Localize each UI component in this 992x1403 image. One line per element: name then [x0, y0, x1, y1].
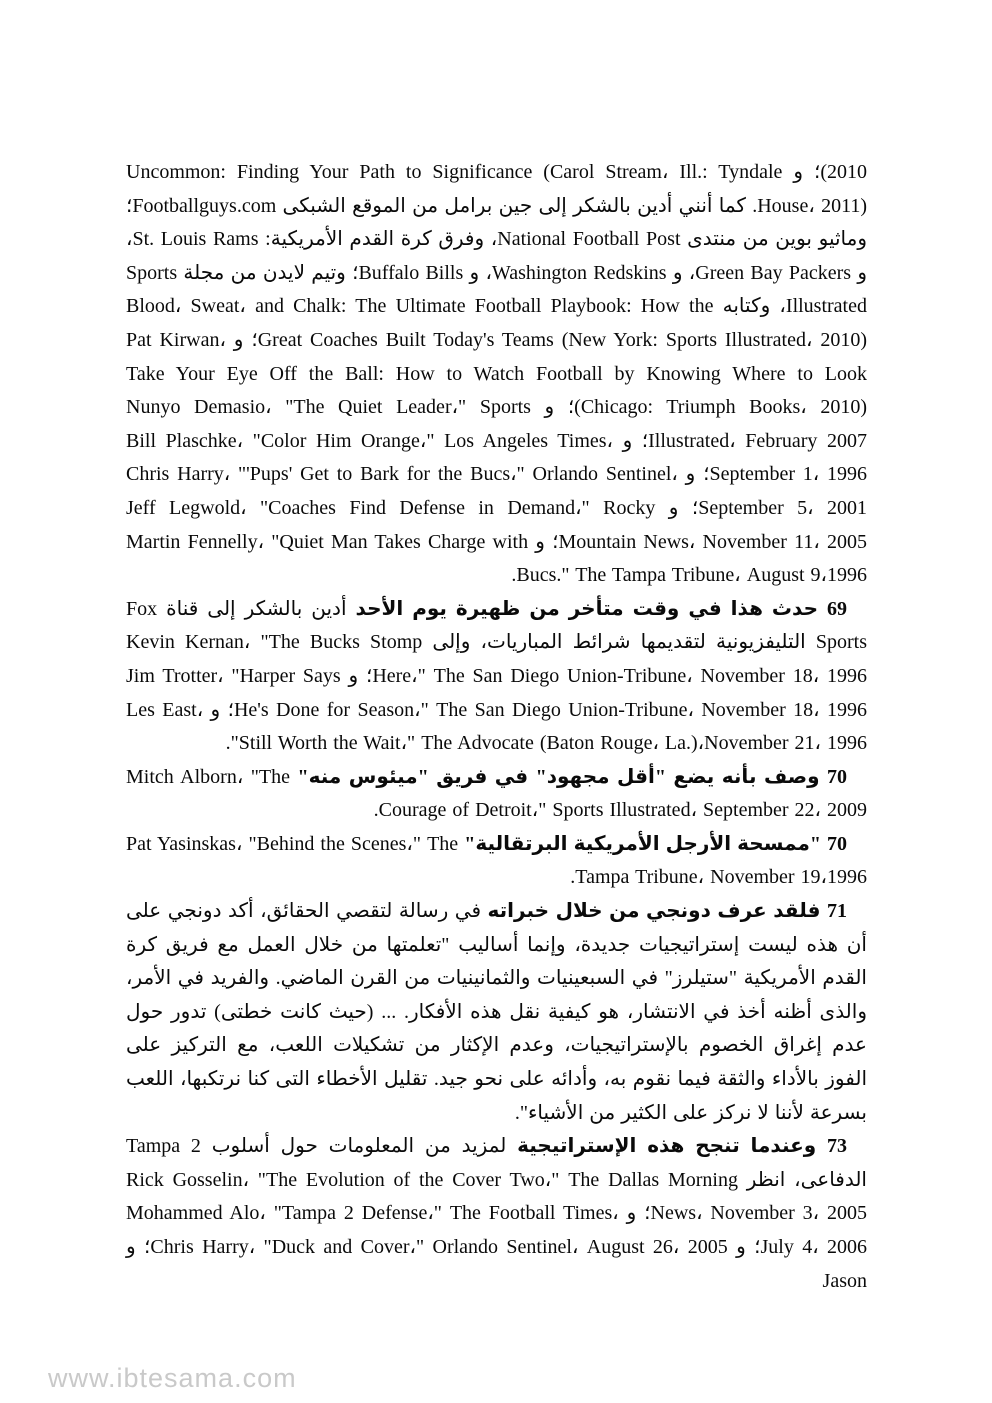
- footnote-70b: [126, 828, 867, 895]
- footnote-number: 73: [827, 1135, 847, 1158]
- footnote-number: 70: [827, 832, 847, 855]
- footnote-73: [126, 1130, 867, 1298]
- watermark: www.ibtesama.com: [48, 1363, 297, 1393]
- footnote-body: Pat Yasinskas، "Behind the Scenes،" The Tampa Tribune، November 19،1996.: [126, 832, 867, 889]
- footnote-70a: [126, 761, 867, 828]
- footnote-71: [126, 895, 867, 1130]
- footnote-lead: وصف بأنه يضع "أقل مجهود" في فريق "ميئوس منه": [297, 765, 828, 788]
- footnote-lead: وعندما تنجح هذه الإستراتيجية: [517, 1135, 827, 1158]
- footnote-number: 71: [827, 900, 847, 923]
- footnote-body: 2010)؛ و Uncommon: Finding Your Path to Significance (Carol Stream، Ill.: Tyndale House، 2011). كما أنني أدين بالشكر إلى جين برامل من الموقع الشبكى Footballguys.com؛ وماثيو بوين من منتدى National Football Post، وفرق كرة القدم الأمريكية: St. Louis Rams، و Green Bay Packers، و Washington Redskins، و Buffalo Bills؛ وتيم لايدن من مجلة Sports Illustrated، وكتابه Blood، Sweat، and Chalk: The Ultimate Football Playbook: How the Great Coaches Built Today's Teams (New York: Sports Illustrated، 2010)؛ و Pat Kirwan، Take Your Eye Off the Ball: How to Watch Football by Knowing Where to Look (Chicago: Triumph Books، 2010)؛ و Nunyo Demasio، "The Quiet Leader،" Sports Illustrated، February 2007؛ و Bill Plaschke، "Color Him Orange،" Los Angeles Times، September 1، 1996؛ و Chris Harry، "'Pups' Get to Bark for the Bucs،" Orlando Sentinel، September 5، 2001؛ و Jeff Legwold، "Coaches Find Defense in Demand،" Rocky Mountain News، November 11، 2005؛ و Martin Fennelly، "Quiet Man Takes Charge with Bucs." The Tampa Tribune، August 9،1996.: [126, 161, 868, 587]
- footnote-number: 70: [827, 765, 848, 788]
- footnote-lead: فلقد عرف دونجي من خلال خبراته: [487, 900, 827, 923]
- footnote-body: Mitch Alborn، "The Courage of Detroit،" Sports Illustrated، September 22، 2009.: [126, 765, 867, 822]
- footnote-continuation: [126, 156, 867, 593]
- footnote-number: 69: [827, 597, 847, 620]
- footnote-body: لمزيد من المعلومات حول أسلوب Tampa 2 الدفاعى، انظر Rick Gosselin، "The Evolution of the Cover Two،" The Dallas Morning News، November 3، 2005؛ و Mohammed Alo، "Tampa 2 Defense،" The Football Times، July 4، 2006؛ و Chris Harry، "Duck and Cover،" Orlando Sentinel، August 26، 2005؛ و Jason: [126, 1135, 868, 1292]
- footnote-lead: حدث هذا في وقت متأخر من ظهيرة يوم الأحد: [355, 597, 827, 620]
- footnote-69: [126, 593, 867, 761]
- footnote-body: في رسالة لتقصي الحقائق، أكد دونجي على أن هذه ليست إستراتيجيات جديدة، وإنما أساليب "تعلمتها من خلال العمل مع فريق كرة القدم الأمريكية "ستيلرز" في السبعينيات والثمانينيات من القرن الماضي. والفريد في الأمر، والذى أظنه أخذ في الانتشار، هو كيفية نقل هذه الأفكار. ... (حيث كانت خطتى) تدور حول عدم إغراق الخصوم بالإستراتيجيات، وعدم الإكثار من تشكيلات اللعب، مع التركيز على الفوز بالأداء والثقة فيما نقوم به، وأدائه على نحو جيد. تقليل الأخطاء التى كنا نرتكبها، اللعب بسرعة لأننا لا نركز على الكثير من الأشياء".: [126, 900, 867, 1124]
- footnote-body: أدين بالشكر إلى قناة Fox Sports التليفزيونية لتقديمها شرائط المباريات، وإلى Kevin Kernan، "The Bucks Stomp Here،" The San Diego Union-Tribune، November 18، 1996؛ و Jim Trotter، "Harper Says He's Done for Season،" The San Diego Union-Tribune، November 18، 1996؛ و Les East، "Still Worth the Wait،" The Advocate (Baton Rouge، La.)،November 21، 1996.: [126, 597, 868, 755]
- page-text-block: [126, 156, 867, 1298]
- footnote-lead: "ممسحة الأرجل الأمريكية البرتقالية": [464, 832, 827, 855]
